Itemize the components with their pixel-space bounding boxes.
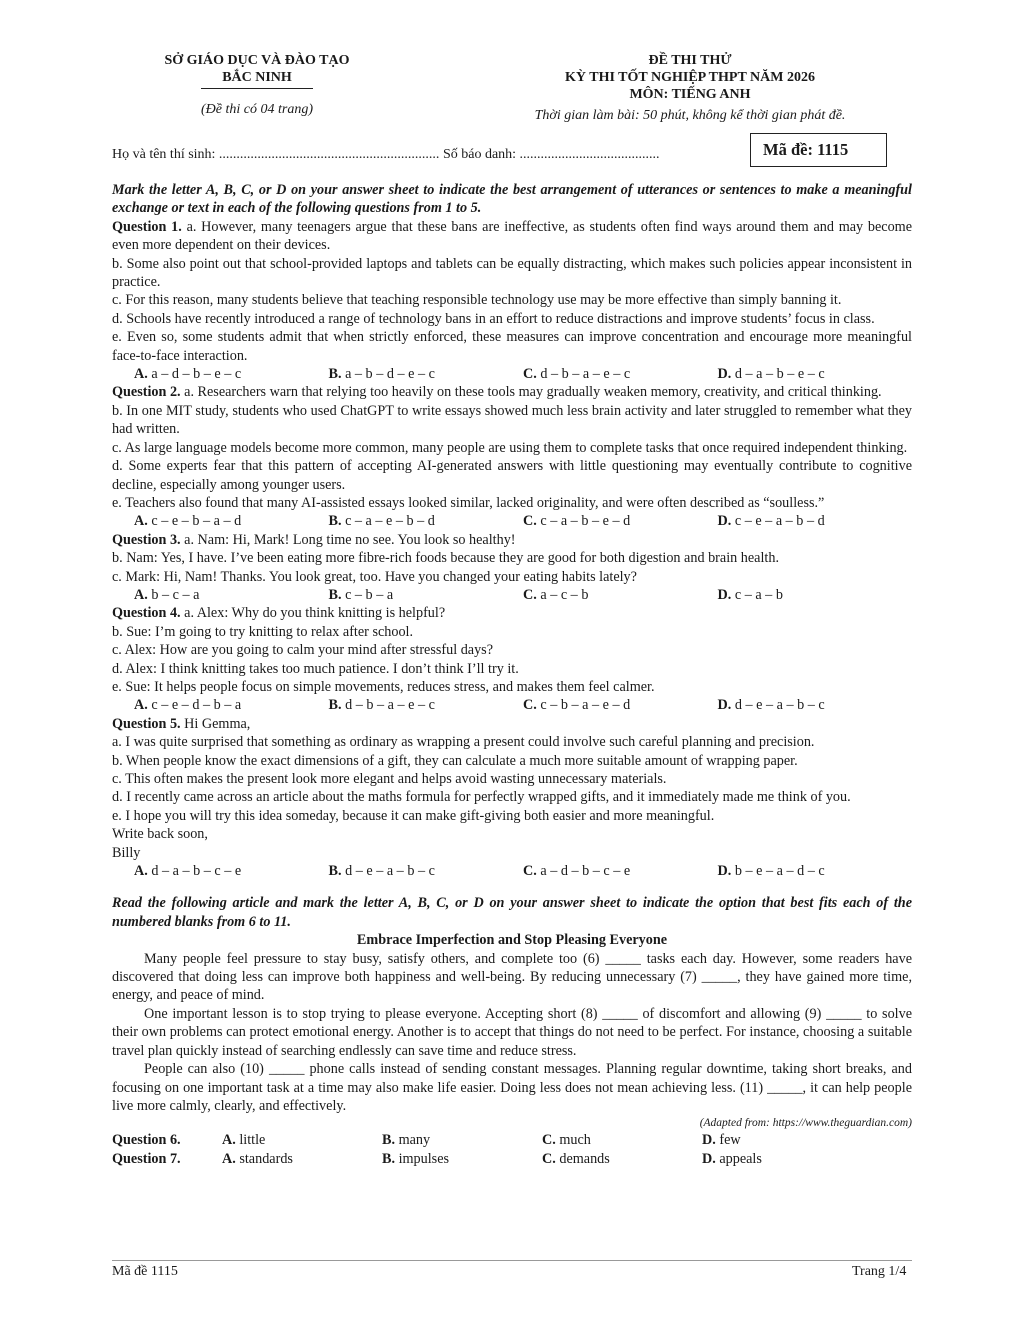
article-source: (Adapted from: https://www.theguardian.com) (699, 1117, 912, 1130)
options-row (112, 586, 912, 604)
option-b[interactable]: B. d – b – a – e – c (328, 697, 435, 714)
question-item: Write back soon, (112, 826, 208, 843)
option-a[interactable]: A. c – e – d – b – a (134, 697, 242, 714)
question-label: Question 5. (112, 715, 181, 732)
header-underline (201, 88, 313, 89)
option-c[interactable]: C. much (542, 1132, 591, 1149)
option-c[interactable]: C. c – a – b – e – d (523, 513, 631, 530)
option-a[interactable]: A. a – d – b – e – c (134, 366, 242, 383)
option-b[interactable]: B. impulses (382, 1150, 450, 1167)
option-c[interactable]: C. c – b – a – e – d (523, 697, 631, 714)
question-item: a. Nam: Hi, Mark! Long time no see. You look so healthy! (184, 531, 516, 548)
exam-header (470, 52, 910, 124)
question-1 (112, 218, 912, 384)
question-item: d. I recently came across an article about the maths formula for perfectly wrapped gifts, and it immediately made me think of you. (112, 789, 851, 806)
question-item: e. Teachers also found that many AI-assisted essays looked similar, lacked originality, and were often described as “soulless.” (112, 494, 825, 511)
question-3 (112, 531, 912, 605)
question-item: b. In one MIT study, students who used ChatGPT to write essays showed much less brain activity and later struggled to remember what they had written. (112, 402, 912, 438)
province-name: BẮC NINH (222, 70, 292, 85)
footer-divider (112, 1260, 912, 1261)
question-item: b. When people know the exact dimensions of a gift, they can calculate a much more suitable amount of wrapping paper. (112, 752, 798, 769)
question-label: Question 1. (112, 218, 182, 235)
option-a[interactable]: A. c – e – b – a – d (134, 513, 242, 530)
footer-exam-code: Mã đề 1115 (112, 1264, 178, 1279)
question-label: Question 6. (112, 1132, 181, 1149)
school-header (112, 52, 402, 118)
question-item: Hi Gemma, (184, 715, 251, 732)
question-item: c. As large language models become more common, many people are using them to complete tasks that once required independent thinking. (112, 439, 908, 456)
section2-instruction: Read the following article and mark the letter A, B, C, or D on your answer sheet to indicate the option that best fits each of the numbered blanks from 6 to 11. (112, 895, 912, 930)
exam-content (112, 181, 912, 1168)
option-b[interactable]: B. d – e – a – b – c (328, 863, 435, 880)
exam-type: ĐỀ THI THỬ (648, 53, 732, 68)
option-d[interactable]: D. c – e – a – b – d (717, 513, 825, 530)
footer-page-number: Trang 1/4 (852, 1264, 907, 1279)
time-note: Thời gian làm bài: 50 phút, không kể thời gian phát đề. (534, 108, 846, 123)
option-b[interactable]: B. a – b – d – e – c (328, 366, 435, 383)
question-4 (112, 604, 912, 714)
question-item: a. I was quite surprised that something as ordinary as wrapping a present could involve such careful planning and precision. (112, 734, 815, 751)
question-item: d. Alex: I think knitting takes too much patience. I don’t think I’ll try it. (112, 660, 519, 677)
options-row (112, 862, 912, 880)
question-item: e. Sue: It helps people focus on simple movements, reduces stress, and makes them feel calmer. (112, 678, 655, 695)
option-d[interactable]: D. b – e – a – d – c (717, 863, 825, 880)
options-row (112, 696, 912, 714)
option-c[interactable]: C. a – c – b (523, 586, 589, 603)
option-a[interactable]: A. standards (222, 1150, 293, 1167)
option-a[interactable]: A. d – a – b – c – e (134, 863, 242, 880)
question-2 (112, 383, 912, 530)
question-7 (112, 1150, 912, 1168)
option-a[interactable]: A. little (222, 1132, 266, 1149)
option-d[interactable]: D. appeals (702, 1150, 762, 1167)
options-row (112, 365, 912, 383)
candidate-id-field: Số báo danh: ........................................ (442, 147, 660, 162)
exam-code-box: Mã đề: 1115 (750, 133, 887, 167)
option-a[interactable]: A. b – c – a (134, 586, 200, 603)
article-paragraph: Many people feel pressure to stay busy, satisfy others, and complete too (6) _____ tasks each day. However, some readers have discovered that doing less can improve both happiness and well-being. By reducing unnecessary (7) _____, they have gained more time, energy, and peace of mind. (112, 950, 912, 1004)
question-item: a. Researchers warn that relying too heavily on these tools may gradually weaken memory, creativity, and critical thinking. (184, 384, 882, 401)
option-b[interactable]: B. c – a – e – b – d (328, 513, 435, 530)
candidate-info (112, 146, 752, 164)
article-title: Embrace Imperfection and Stop Pleasing Everyone (356, 932, 668, 949)
question-6 (112, 1131, 912, 1149)
article-paragraph: One important lesson is to stop trying to please everyone. Accepting short (8) _____ of discomfort and allowing (9) _____ to solve their own problems can protect emotional energy. Another is to accept that things do not need to be perfect. For instance, choosing a suitable travel plan quickly instead of searching endlessly can save time and reduce stress. (112, 1005, 912, 1059)
pages-note: (Đề thi có 04 trang) (201, 102, 313, 117)
option-d[interactable]: D. c – a – b (717, 586, 783, 603)
option-d[interactable]: D. few (702, 1132, 741, 1149)
option-c[interactable]: C. a – d – b – c – e (523, 863, 631, 880)
candidate-name-field: Họ và tên thí sinh: ............................................................... (112, 147, 440, 162)
question-item: b. Sue: I’m going to try knitting to relax after school. (112, 623, 414, 640)
question-item: c. Mark: Hi, Nam! Thanks. You look great, too. Have you changed your eating habits lately? (112, 568, 637, 585)
subject: MÔN: TIẾNG ANH (629, 87, 751, 102)
question-5 (112, 715, 912, 881)
question-label: Question 3. (112, 531, 181, 548)
question-item: d. Schools have recently introduced a range of technology bans in an effort to reduce distractions and improve students’ focus in class. (112, 310, 875, 327)
exam-name: KỲ THI TỐT NGHIỆP THPT NĂM 2026 (565, 70, 815, 85)
option-d[interactable]: D. d – e – a – b – c (717, 697, 825, 714)
question-label: Question 7. (112, 1150, 181, 1167)
question-item: c. This often makes the present look more elegant and helps avoid wasting unnecessary materials. (112, 771, 667, 787)
option-b[interactable]: B. many (382, 1132, 431, 1149)
question-label: Question 2. (112, 384, 181, 401)
question-item: Billy (112, 844, 141, 861)
question-item: d. Some experts fear that this pattern of accepting AI-generated answers with little questioning may eventually contribute to cognitive decline, especially among younger users. (112, 458, 912, 493)
question-item: c. For this reason, many students believe that teaching responsible technology use may be more effective than simply banning it. (112, 292, 842, 309)
question-item: a. However, many teenagers argue that these bans are ineffective, as students often find ways around them and may become even more dependent on their devices. (112, 218, 913, 254)
question-item: e. I hope you will try this idea someday, because it can make gift-giving both easier and more meaningful. (112, 807, 715, 824)
question-item: b. Nam: Yes, I have. I’ve been eating more fibre-rich foods because they are good for both digestion and brain health. (112, 550, 779, 567)
article-paragraph: People can also (10) _____ phone calls instead of sending constant messages. Planning regular downtime, taking short breaks, and focusing on one important task at a time may also make life easier. Doing less does not mean achieving less. (11) _____, it can help people live more calmly, clearly, and effectively. (112, 1061, 912, 1114)
question-item: e. Even so, some students admit that when strictly enforced, these measures can improve concentration and encourage more meaningful face-to-face interaction. (112, 329, 912, 364)
option-b[interactable]: B. c – b – a (328, 586, 394, 603)
option-c[interactable]: C. demands (542, 1150, 610, 1167)
option-d[interactable]: D. d – a – b – e – c (717, 366, 825, 383)
question-item: c. Alex: How are you going to calm your mind after stressful days? (112, 642, 493, 659)
question-item: a. Alex: Why do you think knitting is helpful? (184, 605, 446, 622)
department-name: SỞ GIÁO DỤC VÀ ĐÀO TẠO (164, 53, 350, 68)
options-row (112, 512, 912, 530)
option-c[interactable]: C. d – b – a – e – c (523, 366, 631, 383)
question-label: Question 4. (112, 605, 181, 622)
question-item: b. Some also point out that school-provided laptops and tablets can be equally distracting, which makes such policies appear inconsistent in practice. (112, 255, 912, 291)
section1-instruction: Mark the letter A, B, C, or D on your answer sheet to indicate the best arrangement of utterances or sentences to make a meaningful exchange or text in each of the following questions from 1 to 5. (112, 182, 912, 217)
section-gap (112, 880, 912, 894)
